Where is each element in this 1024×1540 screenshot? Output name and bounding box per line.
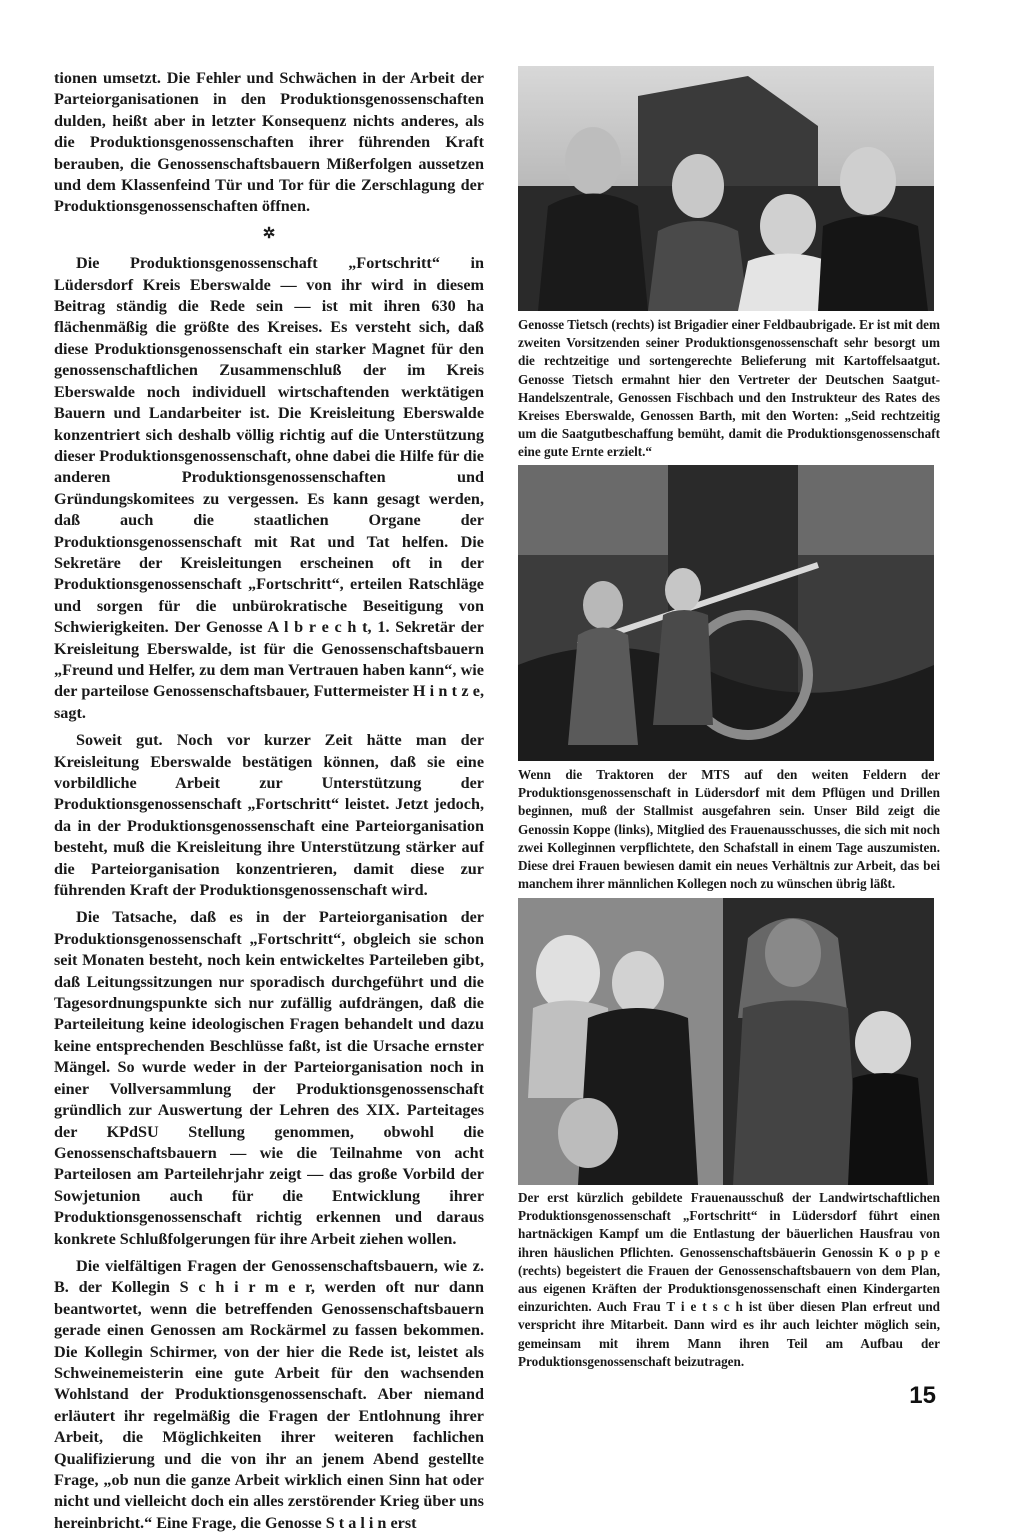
article-paragraph: tionen umsetzt. Die Fehler und Schwächen in der Arbeit der Parteiorganisationen in den Produktionsgenossenschaften dulden, heißt aber in letzter Konsequenz nichts anderes, als die Produktionsgenossenschaften ihrer führenden Kraft berauben, die Genossenschaftsbauern Mißerfolgen aussetzen und dem Klassenfeind Tür und Tor für die Zerschlagung der Produktionsgenossenschaften öffnen.: [54, 69, 484, 216]
article-text: [54, 68, 484, 1540]
section-separator: ✲: [262, 225, 276, 242]
photo-caption: Der erst kürzlich gebildete Frauenausschuß der Landwirtschaftlichen Produktionsgenossenschaft „Fortschritt“ in Lüdersdorf führt einen hartnäckigen Kampf um die Entlastung der bäuerlichen Hausfrau von ihren häuslichen Pflichten. Genossenschaftsbäuerin Genossin K o p p e (rechts) begeistert die Frauen der Genossenschaftsbauern von dem Plan, aus eigenen Kräften der Produktionsgenossenschaft einen Kindergarten einzurichten. Auch Frau T i e t s c h ist über diesen Plan erfreut und verspricht ihre Mitarbeit. Dann wird es ihr auch leichter möglich sein, gemeinsam mit ihrem Mann ihren Teil am Aufbau der Produktionsgenossenschaft beizutragen.: [518, 1190, 940, 1369]
photo-caption: Genosse Tietsch (rechts) ist Brigadier einer Feldbaubrigade. Er ist mit dem zweiten Vorsitzenden seiner Produktionsgenossenschaft sehr besorgt um die rechtzeitige und sortengerechte Belieferung mit Kartoffelsaatgut. Genosse Tietsch ermahnt hier den Vertreter der Deutschen Saatgut-Handelszentrale, Genossen Fischbach und den Instrukteur des Rates des Kreises Eberswalde, Genossen Barth, mit den Worten: „Seid rechtzeitig um die Saatgutbeschaffung bemüht, damit die Produktionsgenossenschaft eine gute Ernte erzielt.“: [518, 317, 940, 460]
article-paragraph: Soweit gut. Noch vor kurzer Zeit hätte man der Kreisleitung Eberswalde bestätigen können, daß sie eine vorbildliche Arbeit zur Unterstützung der Produktionsgenossenschaft „Fortschritt“ leistet. Jetzt jedoch, da in der Produktionsgenossenschaft eine Parteiorganisation besteht, muß die Kreisleitung ihre Unterstützung stärker auf die Parteiorganisation konzentrieren, damit diese zur führenden Kraft der Produktionsgenossenschaft wird.: [54, 731, 484, 900]
page-number: 15: [909, 1382, 936, 1409]
article-paragraph: Die vielfältigen Fragen der Genossenschaftsbauern, wie z. B. der Kollegin S c h i r m e r, werden oft nur dann beantwortet, wenn die betreffenden Genossenschaftsbauern gerade einen Genossen am Rockärmel zu fassen bekommen. Die Kollegin Schirmer, von der hier die Rede ist, leistet als Schweinemeisterin eine gute Arbeit für den wachsenden Wohlstand der Produktionsgenossenschaft. Aber niemand erläutert ihr regelmäßig die Fragen der Entlohnung ihrer Arbeit, die Möglichkeiten ihrer weiteren fachlichen Qualifizierung und die von ihr an jenem Abend gestellte Frage, „ob nun die ganze Arbeit wirklich einen Sinn hat oder nicht und vielleicht doch ein alles zerstörender Krieg über uns hereinbricht.“ Eine Frage, die Genosse S t a l i n erst: [54, 1256, 484, 1532]
article-paragraph: Die Produktionsgenossenschaft „Fortschritt“ in Lüdersdorf Kreis Eberswalde — von ihr wird in diesem Beitrag ständig die Rede sein — ist mit ihren 630 ha flächenmäßig die größte des Kreises. Es versteht sich, daß diese Produktionsgenossenschaft ein starker Magnet für den genossenschaftlichen Zusammenschluß der im Kreis Eberswalde noch individuell wirtschaftenden werktätigen Bauern und Landarbeiter ist. Die Kreisleitung Eberswalde konzentriert sich deshalb völlig richtig auf die Unterstützung dieser Produktionsgenossenschaft, ohne dabei die Hilfe für die anderen Produktionsgenossenschaften und Gründungskomitees zu vergessen. Es kann gesagt werden, daß auch die staatlichen Organe der Produktionsgenossenschaft mit Rat und Tat helfen. Die Sekretäre der Kreisleitungen erscheinen oft in der Produktionsgenossenschaft „Fortschritt“, erteilen Ratschläge und sorgen für die unbürokratische Beseitigung von Schwierigkeiten. Der Genosse A l b r e c h t, 1. Sekretär der Kreisleitung Eberswalde, ist für die Genossenschaftsbauern „Freund und Helfer, zu dem man Vertrauen haben kann“, wie der parteilose Genossenschaftsbauer, Futtermeister H i n t z e, sagt.: [54, 254, 484, 722]
photo-stable-work: [518, 465, 934, 761]
article-paragraph: Die Tatsache, daß es in der Parteiorganisation der Produktionsgenossenschaft „Fortschritt“, obgleich sie schon seit Monaten besteht, noch kein entwickeltes Parteileben gibt, daß Leitungssitzungen nur sporadisch durchgeführt und die Tagesordnungspunkte sich nur zufällig aufdrängen, daß die Parteileitung keine ideologischen Fragen behandelt und dazu keine entsprechenden Beschlüsse faßt, ist die Ursache ernster Mängel. So wurde weder in der Parteiorganisation noch in einer Vollversammlung der Produktionsgenossenschaft gründlich zur Auswertung der Lehren des XIX. Parteitages der KPdSU Stellung genommen, obwohl die Genossenschaftsbauern — wie die Teilnahme von acht Parteilosen am Parteilehrjahr zeigt — das große Vorbild der Sowjetunion auch für die Entwicklung ihrer Produktionsgenossenschaft richtig erkennen und daraus konkrete Schlußfolgerungen für ihre Arbeit ziehen wollen.: [54, 908, 484, 1248]
photo-women-children: [518, 898, 934, 1185]
photo-caption: Wenn die Traktoren der MTS auf den weiten Feldern der Produktionsgenossenschaft in Lüdersdorf mit dem Pflügen und Drillen beginnen, muß der Stallmist ausgefahren sein. Unser Bild zeigt die Genossin Koppe (links), Mitglied des Frauenausschusses, die sich mit noch zwei Kolleginnen verpflichtete, den Schafstall in einem Tage auszumisten. Diese drei Frauen bewiesen damit ein neues Verhältnis zur Arbeit, das bei manchem ihrer männlichen Kollegen noch zu wünschen übrig läßt.: [518, 767, 940, 892]
photo-men-conversation: [518, 66, 934, 311]
